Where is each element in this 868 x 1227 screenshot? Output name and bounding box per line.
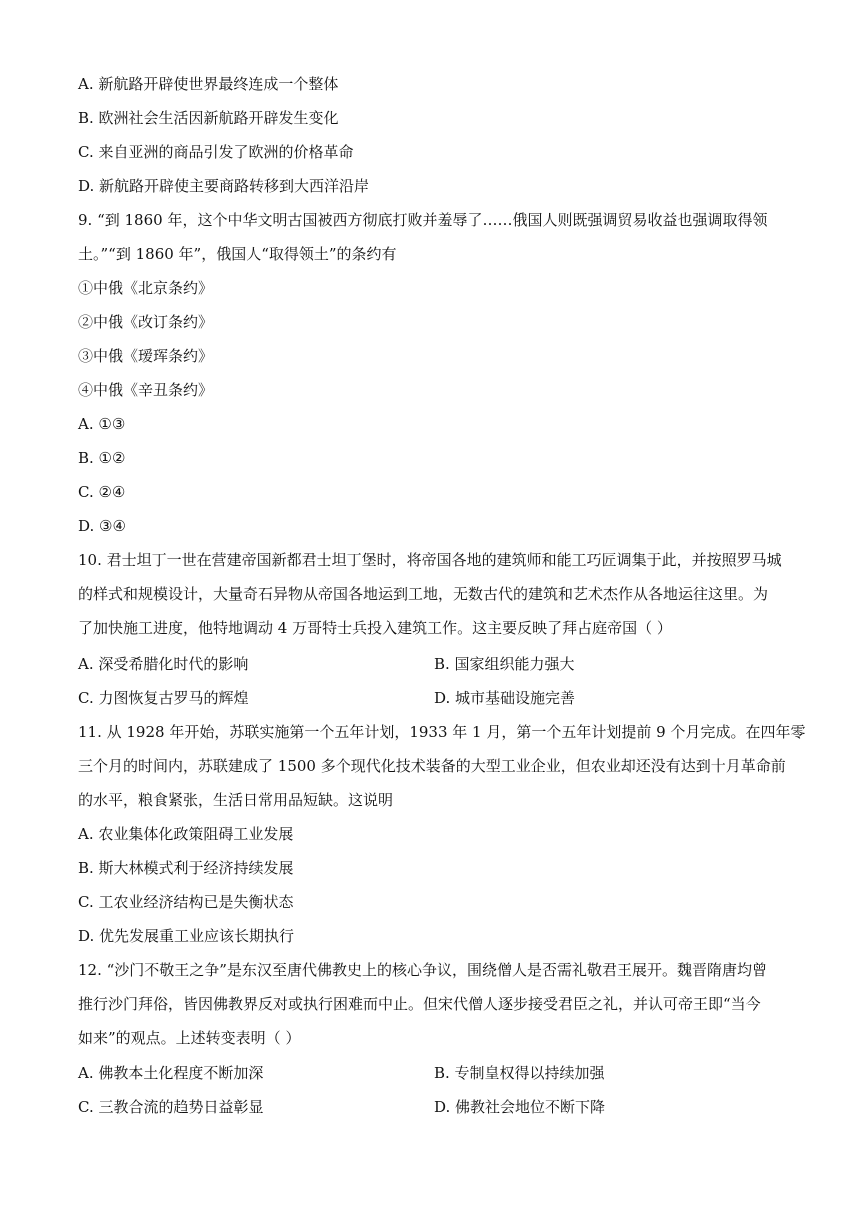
q11-stem-line-1: 11. 从 1928 年开始，苏联实施第一个五年计划，1933 年 1 月，第一个五年计划提前 9 个月完成。在四年零 xyxy=(78,723,806,741)
q9-item-1: ①中俄《北京条约》 xyxy=(78,279,214,297)
q12-option-c: C. 三教合流的趋势日益彰显 xyxy=(78,1098,264,1116)
q11-stem-line-2: 三个月的时间内，苏联建成了 1500 多个现代化技术装备的大型工业企业，但农业却还没有达到十月革命前 xyxy=(78,757,786,775)
q11-option-d: D. 优先发展重工业应该长期执行 xyxy=(78,927,295,945)
q8-option-a: A. 新航路开辟使世界最终连成一个整体 xyxy=(78,75,339,93)
q10-stem-line-3: 了加快施工进度，他特地调动 4 万哥特士兵投入建筑工作。这主要反映了拜占庭帝国（ ） xyxy=(78,619,672,637)
q9-option-d: D. ③④ xyxy=(78,517,126,535)
q11-stem-line-3: 的水平，粮食紧张，生活日常用品短缺。这说明 xyxy=(78,791,394,809)
q11-option-c: C. 工农业经济结构已是失衡状态 xyxy=(78,893,294,911)
q9-stem-line-2: 土。”“到 1860 年”，俄国人“取得领土”的条约有 xyxy=(78,245,397,263)
q10-option-b: B. 国家组织能力强大 xyxy=(434,655,575,673)
q12-stem-line-1: 12. “沙门不敬王之争”是东汉至唐代佛教史上的核心争议，围绕僧人是否需礼敬君王展开。魏晋隋唐均曾 xyxy=(78,961,767,979)
q9-option-a: A. ①③ xyxy=(78,415,126,433)
q12-option-a: A. 佛教本土化程度不断加深 xyxy=(78,1064,264,1082)
q8-option-d: D. 新航路开辟使主要商路转移到大西洋沿岸 xyxy=(78,177,370,195)
q8-option-b: B. 欧洲社会生活因新航路开辟发生变化 xyxy=(78,109,339,127)
q9-stem-line-1: 9. “到 1860 年，这个中华文明古国被西方彻底打败并羞辱了……俄国人则既强调贸易收益也强调取得领 xyxy=(78,211,768,229)
q8-option-c: C. 来自亚洲的商品引发了欧洲的价格革命 xyxy=(78,143,354,161)
q10-option-c: C. 力图恢复古罗马的辉煌 xyxy=(78,689,249,707)
q9-item-4: ④中俄《辛丑条约》 xyxy=(78,381,214,399)
q11-option-a: A. 农业集体化政策阻碍工业发展 xyxy=(78,825,294,843)
q9-item-2: ②中俄《改订条约》 xyxy=(78,313,214,331)
q9-item-3: ③中俄《瑷珲条约》 xyxy=(78,347,214,365)
q9-option-c: C. ②④ xyxy=(78,483,126,501)
q10-option-a: A. 深受希腊化时代的影响 xyxy=(78,655,249,673)
q9-option-b: B. ①② xyxy=(78,449,126,467)
q10-stem-line-2: 的样式和规模设计，大量奇石异物从帝国各地运到工地，无数古代的建筑和艺术杰作从各地运往这里。为 xyxy=(78,585,769,603)
q10-stem-line-1: 10. 君士坦丁一世在营建帝国新都君士坦丁堡时，将帝国各地的建筑师和能工巧匠调集于此，并按照罗马城 xyxy=(78,551,782,569)
q10-option-d: D. 城市基础设施完善 xyxy=(434,689,576,707)
q12-option-b: B. 专制皇权得以持续加强 xyxy=(434,1064,605,1082)
q12-stem-line-2: 推行沙门拜俗，皆因佛教界反对或执行困难而中止。但宋代僧人逐步接受君臣之礼，并认可帝王即“当今 xyxy=(78,995,761,1013)
q12-stem-line-3: 如来”的观点。上述转变表明（ ） xyxy=(78,1029,301,1047)
q12-option-d: D. 佛教社会地位不断下降 xyxy=(434,1098,606,1116)
q11-option-b: B. 斯大林模式利于经济持续发展 xyxy=(78,859,294,877)
